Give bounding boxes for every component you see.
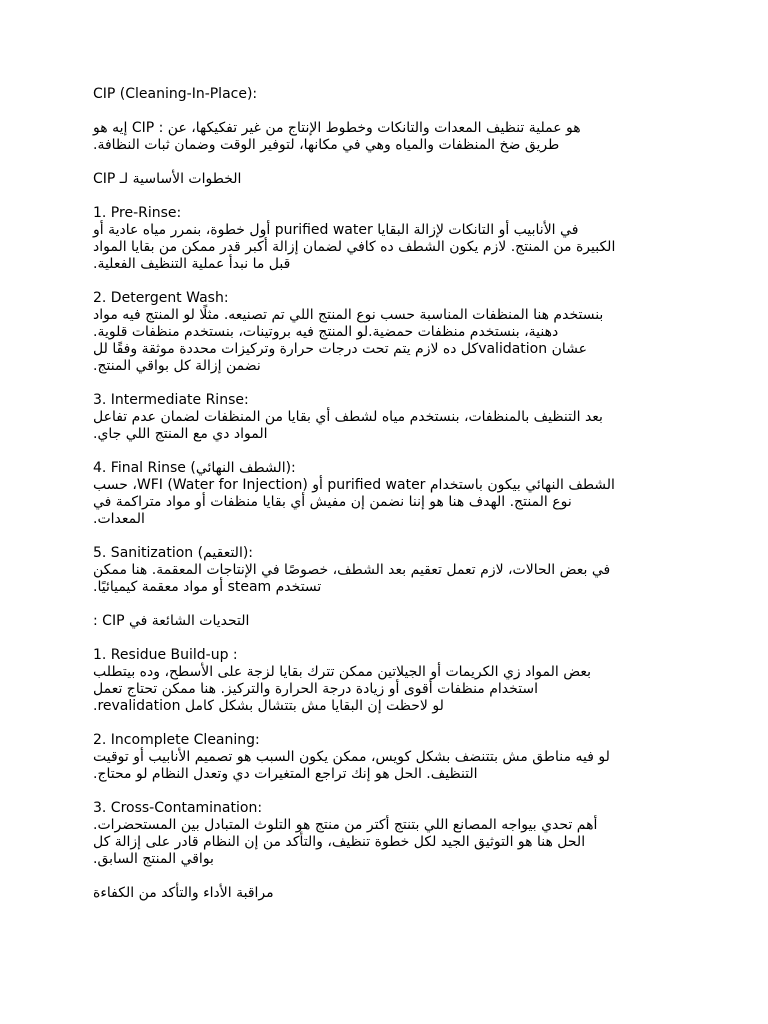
step-line: دهنية، بنستخدم منظفات حمضية.لو المنتج فيه بروتينات، بنستخدم منظفات قلوية.: [93, 324, 559, 340]
step-title: 3. Intermediate Rinse:: [93, 392, 249, 408]
challenge-line: بواقي المنتج السابق.: [93, 851, 214, 867]
step-line: الكبيرة من المنتج. لازم يكون الشطف ده كافي لضمان إزالة أكبر قدر ممكن من بقايا المواد: [93, 239, 616, 255]
challenge-line: استخدام منظفات أقوى أو زيادة درجة الحرارة والتركيز. هنا ممكن تحتاج تعمل: [93, 681, 539, 697]
step-line: تستخدم steam أو مواد معقمة كيميائيًا.: [93, 579, 322, 595]
monitoring-heading: مراقبة الأداء والتأكد من الكفاءة: [93, 885, 274, 901]
challenge-body: [93, 817, 673, 868]
step-body: [93, 222, 673, 273]
steps-heading: الخطوات الأساسية لـ CIP: [93, 171, 242, 187]
step-title: 2. Detergent Wash:: [93, 290, 229, 306]
challenge-line: أهم تحدي بيواجه المصانع اللي بتنتج أكتر من منتج هو التلوث المتبادل بين المستحضرات.: [93, 817, 598, 833]
challenge-line: لو لاحظت إن البقايا مش بتتشال بشكل كامل revalidation.: [93, 698, 444, 714]
challenge-body: [93, 664, 673, 715]
step-title: 5. Sanitization (التعقيم):: [93, 545, 254, 561]
step-line: الشطف النهائي بيكون باستخدام purified water أو WFI (Water for Injection)، حسب: [93, 477, 615, 493]
document-title: CIP (Cleaning-In-Place):: [93, 86, 258, 102]
step-title: 1. Pre-Rinse:: [93, 205, 182, 221]
step-line: عشان validationكل ده لازم يتم تحت درجات حرارة وتركيزات محددة موثقة وفقًا لل: [93, 341, 587, 357]
step-body: [93, 307, 673, 375]
challenge-line: لو فيه مناطق مش بتتنضف بشكل كويس، ممكن يكون السبب هو تصميم الأنابيب أو توقيت: [93, 749, 610, 765]
intro-line: طريق ضخ المنظفات والمياه وهي في مكانها، لتوفير الوقت وضمان ثبات النظافة.: [93, 137, 560, 153]
step-line: نوع المنتج. الهدف هنا هو إننا نضمن إن مفيش أي بقايا منظفات أو مواد متراكمة في: [93, 494, 572, 510]
challenge-line: الحل هنا هو التوثيق الجيد لكل خطوة تنظيف، والتأكد من إن النظام قادر على إزالة كل: [93, 834, 586, 850]
challenge-line: التنظيف. الحل هو إنك تراجع المتغيرات دي وتعدل النظام لو محتاج.: [93, 766, 478, 782]
step-line: نضمن إزالة كل بواقي المنتج.: [93, 358, 261, 374]
step-line: المعدات.: [93, 511, 145, 527]
step-line: في بعض الحالات، لازم تعمل تعقيم بعد الشطف، خصوصًا في الإنتاجات المعقمة. هنا ممكن: [93, 562, 611, 578]
step-line: في الأنابيب أو التانكات لإزالة البقايا purified water أول خطوة، بنمرر مياه عادية أو: [93, 222, 579, 238]
challenge-body: [93, 749, 673, 783]
step-line: قبل ما نبدأ عملية التنظيف الفعلية.: [93, 256, 291, 272]
challenge-line: بعض المواد زي الكريمات أو الجيلاتين ممكن تترك بقايا لزجة على الأسطح، وده بيتطلب: [93, 664, 591, 680]
challenges-heading: التحديات الشائعة في CIP :: [93, 613, 250, 629]
intro-line: هو عملية تنظيف المعدات والتانكات وخطوط الإنتاج من غير تفكيكها، عن : CIP إيه هو: [93, 120, 581, 136]
step-line: بنستخدم هنا المنظفات المناسبة حسب نوع المنتج اللي تم تصنيعه. مثلًا لو المنتج فيه مواد: [93, 307, 604, 323]
step-body: [93, 409, 673, 443]
step-body: [93, 477, 673, 528]
step-line: بعد التنظيف بالمنظفات، بنستخدم مياه لشطف أي بقايا من المنظفات لضمان عدم تفاعل: [93, 409, 603, 425]
document-page: [93, 86, 673, 902]
step-body: [93, 562, 673, 596]
step-title: 4. Final Rinse (الشطف النهائي):: [93, 460, 296, 476]
challenge-title: 2. Incomplete Cleaning:: [93, 732, 260, 748]
step-line: المواد دي مع المنتج اللي جاي.: [93, 426, 268, 442]
challenge-title: 3. Cross-Contamination:: [93, 800, 263, 816]
challenge-title: 1. Residue Build-up :: [93, 647, 238, 663]
intro-paragraph: [93, 120, 673, 154]
